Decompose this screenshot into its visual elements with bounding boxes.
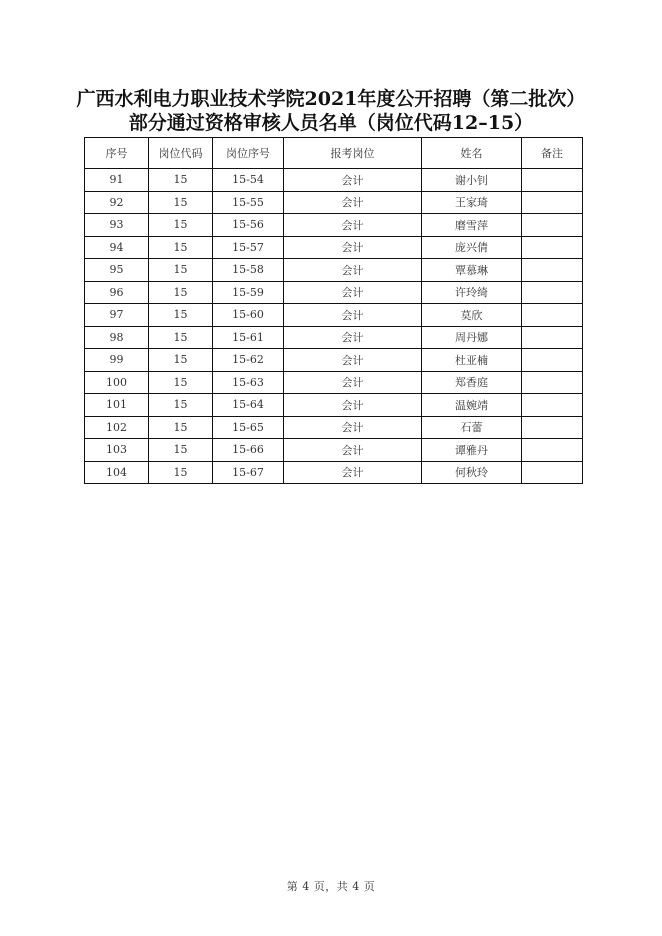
cell-position: 会计 (284, 304, 422, 327)
cell-remarks (522, 349, 583, 372)
cell-post-code: 15 (149, 461, 213, 484)
candidate-table (84, 137, 583, 484)
document-title-line2: 部分通过资格审核人员名单（岗位代码12–15） (128, 112, 534, 134)
cell-post-code: 15 (149, 281, 213, 304)
cell-position: 会计 (284, 349, 422, 372)
cell-name: 谭雅丹 (422, 439, 522, 462)
cell-name: 何秋玲 (422, 461, 522, 484)
table-row (85, 259, 583, 282)
cell-post-code: 15 (149, 394, 213, 417)
table-header-row (85, 138, 583, 169)
cell-post-code: 15 (149, 259, 213, 282)
header-name: 姓名 (422, 138, 522, 169)
cell-index: 104 (85, 461, 149, 484)
table-row (85, 326, 583, 349)
table-row (85, 371, 583, 394)
page-footer: 第 4 页，共 4 页 (286, 880, 376, 893)
cell-post-code: 15 (149, 371, 213, 394)
cell-remarks (522, 439, 583, 462)
cell-name: 谢小钊 (422, 169, 522, 192)
cell-post-code: 15 (149, 304, 213, 327)
header-remarks: 备注 (522, 138, 583, 169)
cell-index: 100 (85, 371, 149, 394)
cell-index: 99 (85, 349, 149, 372)
cell-position: 会计 (284, 326, 422, 349)
table-row (85, 281, 583, 304)
cell-post-seq: 15-64 (213, 394, 284, 417)
cell-name: 莫欣 (422, 304, 522, 327)
table-row (85, 169, 583, 192)
cell-post-seq: 15-62 (213, 349, 284, 372)
cell-post-seq: 15-59 (213, 281, 284, 304)
cell-name: 周丹娜 (422, 326, 522, 349)
cell-index: 95 (85, 259, 149, 282)
cell-post-seq: 15-66 (213, 439, 284, 462)
cell-post-code: 15 (149, 349, 213, 372)
header-post-seq: 岗位序号 (213, 138, 284, 169)
cell-position: 会计 (284, 259, 422, 282)
cell-post-seq: 15-63 (213, 371, 284, 394)
table-row (85, 304, 583, 327)
cell-name: 温婉靖 (422, 394, 522, 417)
header-post-code: 岗位代码 (149, 138, 213, 169)
cell-remarks (522, 236, 583, 259)
cell-remarks (522, 371, 583, 394)
cell-remarks (522, 304, 583, 327)
table-row (85, 236, 583, 259)
table-row (85, 439, 583, 462)
cell-index: 93 (85, 214, 149, 237)
table-row (85, 416, 583, 439)
cell-position: 会计 (284, 191, 422, 214)
cell-index: 92 (85, 191, 149, 214)
cell-position: 会计 (284, 214, 422, 237)
cell-post-seq: 15-56 (213, 214, 284, 237)
cell-position: 会计 (284, 236, 422, 259)
header-index: 序号 (85, 138, 149, 169)
table-row (85, 461, 583, 484)
cell-position: 会计 (284, 439, 422, 462)
cell-position: 会计 (284, 394, 422, 417)
document-title-line1: 广西水利电力职业技术学院2021年度公开招聘（第二批次） (76, 88, 586, 110)
cell-position: 会计 (284, 371, 422, 394)
cell-name: 郑香庭 (422, 371, 522, 394)
cell-index: 98 (85, 326, 149, 349)
cell-post-code: 15 (149, 191, 213, 214)
cell-remarks (522, 191, 583, 214)
cell-post-code: 15 (149, 326, 213, 349)
cell-post-code: 15 (149, 169, 213, 192)
table-row (85, 349, 583, 372)
cell-remarks (522, 461, 583, 484)
cell-index: 91 (85, 169, 149, 192)
cell-position: 会计 (284, 281, 422, 304)
header-position: 报考岗位 (284, 138, 422, 169)
cell-remarks (522, 326, 583, 349)
cell-remarks (522, 416, 583, 439)
cell-index: 97 (85, 304, 149, 327)
cell-name: 许玲绮 (422, 281, 522, 304)
cell-post-code: 15 (149, 214, 213, 237)
cell-post-seq: 15-60 (213, 304, 284, 327)
cell-post-seq: 15-61 (213, 326, 284, 349)
cell-position: 会计 (284, 169, 422, 192)
table-row (85, 191, 583, 214)
cell-name: 覃慕琳 (422, 259, 522, 282)
cell-index: 103 (85, 439, 149, 462)
table-row (85, 394, 583, 417)
cell-remarks (522, 169, 583, 192)
cell-index: 94 (85, 236, 149, 259)
table-row (85, 214, 583, 237)
cell-index: 96 (85, 281, 149, 304)
cell-post-seq: 15-55 (213, 191, 284, 214)
cell-remarks (522, 259, 583, 282)
cell-post-seq: 15-67 (213, 461, 284, 484)
cell-post-seq: 15-57 (213, 236, 284, 259)
cell-position: 会计 (284, 416, 422, 439)
cell-post-code: 15 (149, 236, 213, 259)
cell-name: 庞兴倩 (422, 236, 522, 259)
cell-remarks (522, 394, 583, 417)
cell-remarks (522, 214, 583, 237)
cell-post-code: 15 (149, 439, 213, 462)
cell-index: 102 (85, 416, 149, 439)
cell-remarks (522, 281, 583, 304)
cell-name: 磨雪萍 (422, 214, 522, 237)
cell-name: 石蕾 (422, 416, 522, 439)
cell-name: 杜亚楠 (422, 349, 522, 372)
cell-post-seq: 15-54 (213, 169, 284, 192)
cell-name: 王家琦 (422, 191, 522, 214)
cell-post-seq: 15-58 (213, 259, 284, 282)
cell-post-seq: 15-65 (213, 416, 284, 439)
cell-post-code: 15 (149, 416, 213, 439)
cell-position: 会计 (284, 461, 422, 484)
cell-index: 101 (85, 394, 149, 417)
